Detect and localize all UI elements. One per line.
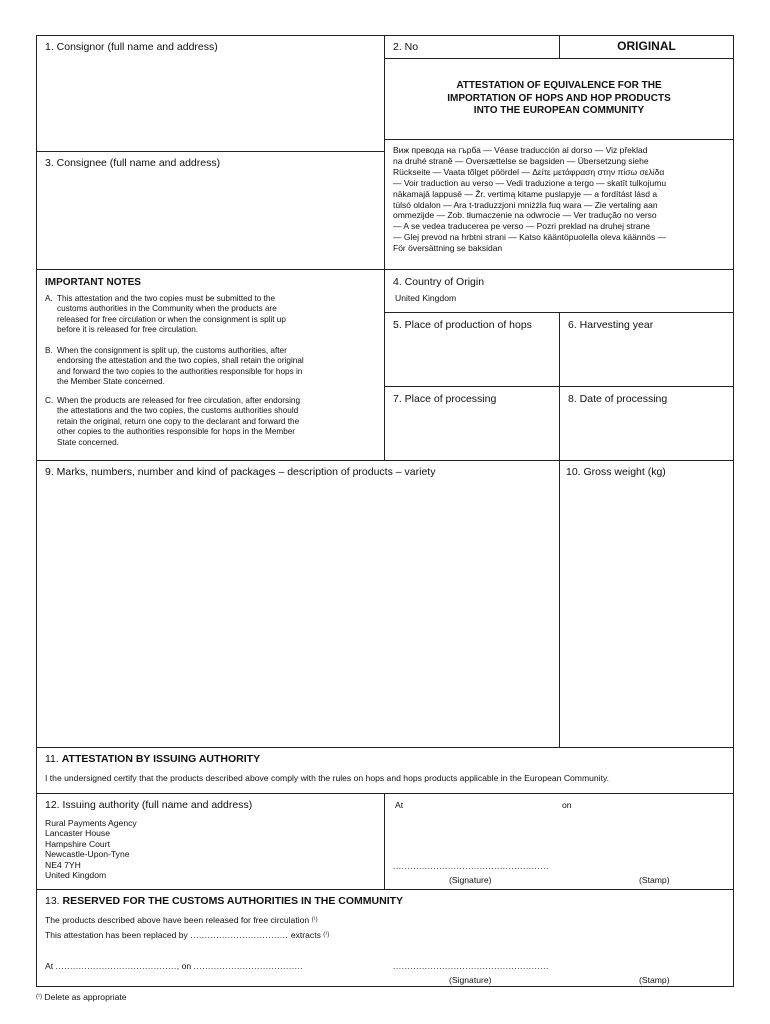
note-line: When the products are released for free circulation, after endorsing [57,396,301,405]
title-line-1: ATTESTATION OF EQUIVALENCE FOR THE [456,80,662,91]
note-line: other copies to the authorities responsible for hops in the Member [57,427,296,437]
attestation-issuing-authority [37,748,733,794]
box11-heading-line [45,753,260,765]
released-line [45,915,318,925]
customs-authorities-box[interactable] [37,890,733,986]
released-text: The products described above have been released for free circulation [45,915,310,925]
footnote [36,992,127,1002]
note-line: When the consignment is split up, the customs authorities, after [57,346,287,355]
address-line: Lancaster House [45,828,110,839]
box11-heading: ATTESTATION BY ISSUING AUTHORITY [61,753,261,765]
consignee-label: 3. Consignee (full name and address) [45,157,221,169]
packages-description-label: 9. Marks, numbers, number and kind of packages – description of products – variety [45,466,436,478]
note-line: State concerned. [57,437,119,447]
date-of-processing-box[interactable] [560,387,733,461]
on-label: on [562,800,572,810]
place-of-processing-box[interactable] [385,387,560,461]
issuing-authority-label: 12. Issuing authority (full name and address) [45,799,253,811]
box13-number: 13. [45,895,60,907]
consignor-box[interactable] [37,36,385,152]
issuing-authority-box[interactable] [37,794,385,890]
place-of-processing-label: 7. Place of processing [393,393,497,405]
note-a-key: A. [45,294,53,303]
place-of-production-box[interactable] [385,313,560,387]
note-b-key: B. [45,346,53,355]
box11-text: I the undersigned certify that the products described above comply with the rules on hops and hops products applicable in the European Community. [45,773,610,783]
note-line: the Member State concerned. [57,377,165,387]
note-line: the attestations and the two copies, the customs authorities should [57,406,299,416]
at-on-line [45,961,303,971]
consignor-label: 1. Consignor (full name and address) [45,41,218,53]
issuing-signature-box[interactable] [385,794,733,890]
replaced-text: This attestation has been replaced by [45,930,188,940]
footnote-ref: (¹) [323,932,330,938]
on-label: , on [176,961,192,971]
extracts-blank[interactable]: .................................. [190,930,289,940]
title-line-3: INTO THE EUROPEAN COMMUNITY [473,105,645,116]
footnote-marker: (¹) [36,994,42,1000]
issuing-authority-address [45,818,137,880]
at-blank[interactable]: .......................................... [55,961,177,971]
translation-line: — Glej prevod na hrbtni strani — Katso kääntöpuolella oleva käännös — [393,232,667,243]
at-label: At [395,800,404,810]
note-line: endorsing the attestation and the two copies, shall retain the original [57,356,304,366]
address-line: Rural Payments Agency [45,818,137,828]
signature-caption: (Signature) [449,875,492,885]
at-label: At [45,961,54,971]
note-c [45,396,377,452]
customs-stamp-caption: (Stamp) [639,975,670,985]
translation-line: na druhé straně — Oversættelse se bagsiden — Übersetzung siehe [393,155,649,166]
translation-line: túlsó oldalon — Ara t-traduzzjoni mniżżla fuq wara — Zie vertaling aan [393,199,658,210]
stamp-caption: (Stamp) [639,875,670,885]
important-notes [37,270,385,461]
country-of-origin-label: 4. Country of Origin [393,276,485,288]
translation-line: nākamajā lappusē — Žr. vertimą kitame puslapyje — a fordítást lásd a [393,188,658,199]
date-of-processing-label: 8. Date of processing [568,393,668,405]
box13-heading-line [45,895,403,907]
note-line: and forward the two copies to the authorities responsible for hops in [57,366,303,376]
country-of-origin-box[interactable] [385,270,733,313]
translation-line: Rückseite — Vaata tõlget pöördel — Δείτε μετάφραση στην πίσω σελίδα [393,166,665,177]
customs-signature-caption: (Signature) [449,975,492,985]
note-b [45,346,377,390]
translation-line: Виж превода на гърба — Véase traducción al dorso — Viz překlad [393,145,648,155]
address-line: NE4 7YH [45,859,81,870]
note-line: before it is released for free circulation. [57,325,199,335]
number-label: 2. No [393,41,419,53]
harvesting-year-label: 6. Harvesting year [568,319,654,331]
on-blank[interactable]: ...................................... [193,961,304,971]
signature-line: ...................................................... [393,861,549,871]
original-label: ORIGINAL [617,39,676,53]
packages-description-box[interactable] [37,461,560,748]
replaced-line [45,930,329,940]
notes-heading: IMPORTANT NOTES [45,277,141,288]
customs-signature-line: ...................................................... [393,961,549,971]
original-box [560,36,733,59]
footnote-ref: (¹) [311,917,318,923]
address-line: United Kingdom [45,870,107,881]
translation-line: ommezijde — Zob. tłumaczenie na odwrocie — Ver tradução no verso [393,210,657,221]
attestation-form [36,35,734,987]
extracts-text: extracts [290,930,321,940]
translation-line: — Voir traduction au verso — Vedi traduzione a tergo — skatīt tulkojumu [393,177,667,188]
note-line: This attestation and the two copies must be submitted to the [57,294,276,303]
gross-weight-label: 10. Gross weight (kg) [566,466,666,478]
number-box[interactable] [385,36,560,59]
translation-line: — A se vedea traducerea pe verso — Pozri preklad na druhej strane [393,221,651,232]
title-line-2: IMPORTATION OF HOPS AND HOP PRODUCTS [447,92,671,104]
note-c-key: C. [45,396,54,405]
translation-block [385,139,733,270]
place-of-production-label: 5. Place of production of hops [393,319,532,331]
note-line: customs authorities in the Community when the products are [57,304,277,314]
harvesting-year-box[interactable] [560,313,733,387]
country-of-origin-value: United Kingdom [395,293,457,303]
translation-line: För översättning se baksidan [393,243,503,254]
note-line: retain the original, return one copy to the declarant and forward the [57,416,300,426]
address-line: Hampshire Court [45,838,110,849]
consignee-box[interactable] [37,152,385,270]
box13-heading: RESERVED FOR THE CUSTOMS AUTHORITIES IN THE COMMUNITY [62,895,404,907]
note-a [45,294,377,338]
address-line: Newcastle-Upon-Tyne [45,849,130,860]
note-line: released for free circulation or when the consignment is split up [57,314,286,324]
gross-weight-box[interactable] [560,461,733,748]
box11-number: 11. [45,753,59,765]
footnote-text: Delete as appropriate [44,992,127,1002]
form-title [385,59,733,139]
